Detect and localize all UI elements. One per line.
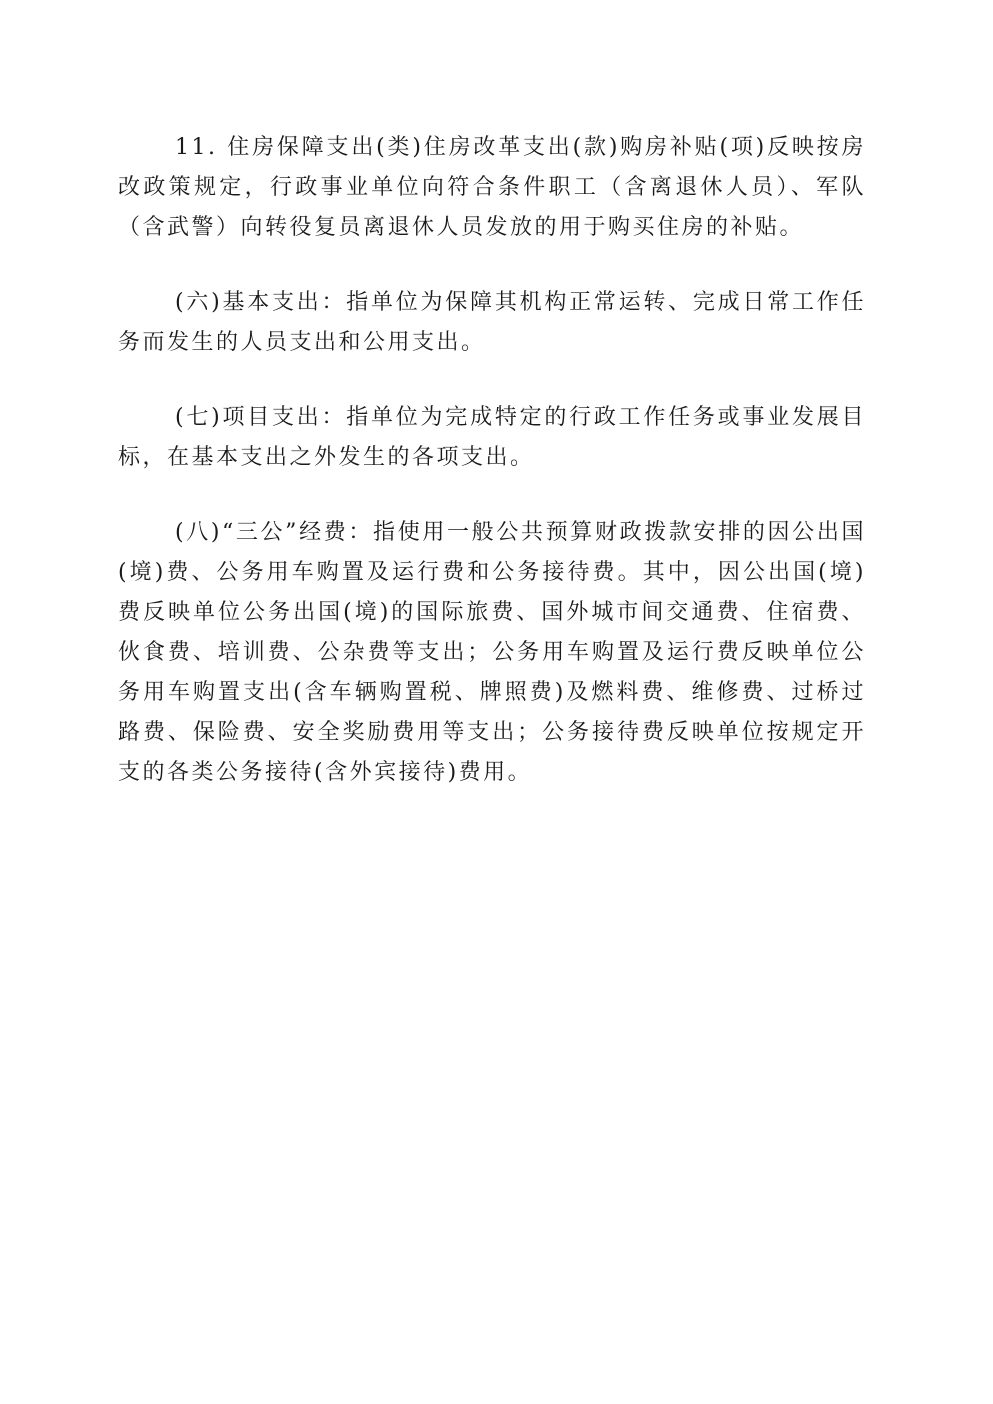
paragraph-housing-subsidy: 11. 住房保障支出(类)住房改革支出(款)购房补贴(项)反映按房改政策规定，行政事业单位向符合条件职工（含离退休人员）、军队（含武警）向转役复员离退休人员发放的用于购买住房的补贴。 <box>118 135 866 240</box>
paragraph-three-public-expenses: (八)“三公”经费：指使用一般公共预算财政拨款安排的因公出国(境)费、公务用车购置及运行费和公务接待费。其中，因公出国(境)费反映单位公务出国(境)的国际旅费、国外城市间交通费、住宿费、伙食费、培训费、公杂费等支出；公务用车购置及运行费反映单位公务用车购置支出(含车辆购置税、牌照费)及燃料费、维修费、过桥过路费、保险费、安全奖励费用等支出；公务接待费反映单位按规定开支的各类公务接待(含外宾接待)费用。 <box>118 520 866 785</box>
paragraph-project-expenditure: (七)项目支出：指单位为完成特定的行政工作任务或事业发展目标，在基本支出之外发生的各项支出。 <box>118 405 866 470</box>
paragraph-basic-expenditure: (六)基本支出：指单位为保障其机构正常运转、完成日常工作任务而发生的人员支出和公用支出。 <box>118 290 866 355</box>
document-body <box>118 128 866 793</box>
